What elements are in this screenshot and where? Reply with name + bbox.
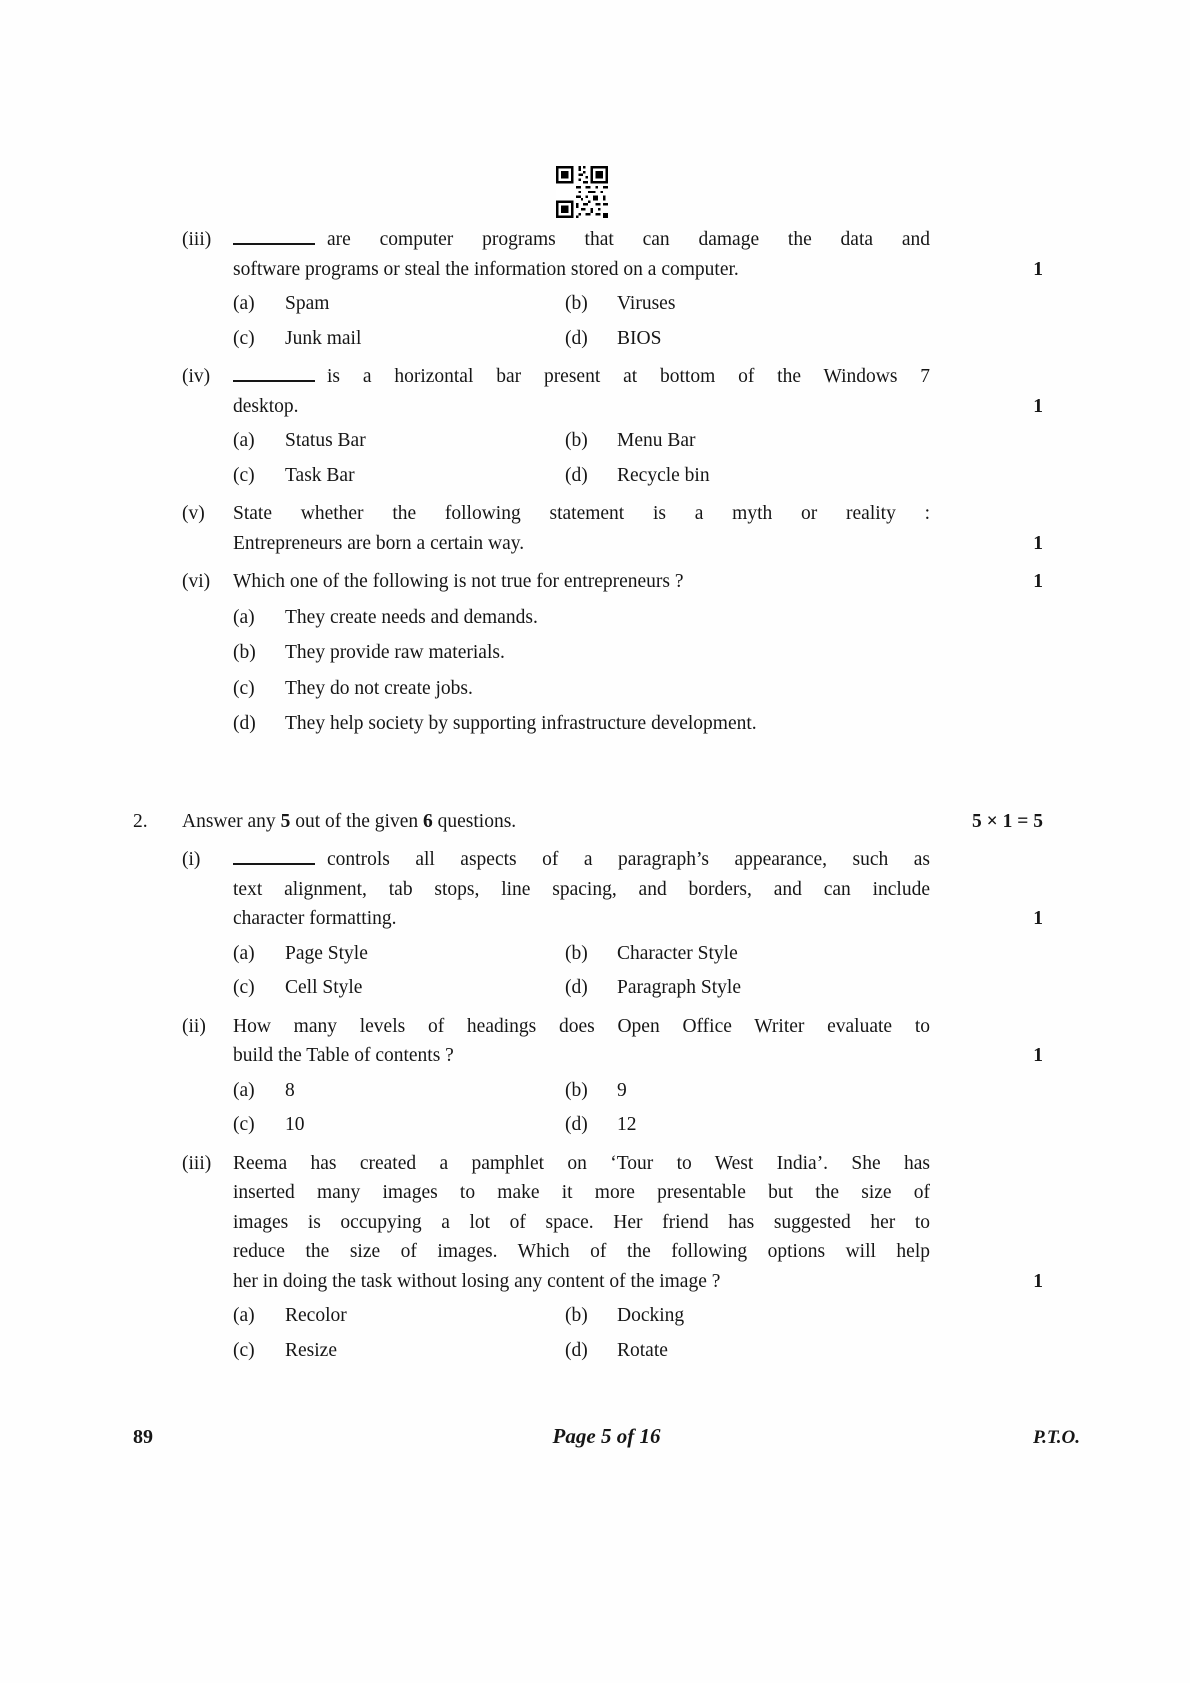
question-line-text: controls all aspects of a paragraph’s appearance, such as bbox=[327, 849, 930, 870]
option-label: (d) bbox=[565, 977, 588, 998]
question-2-iii bbox=[133, 1149, 1057, 1297]
option-text: Cell Style bbox=[285, 977, 363, 998]
marks-value: 1 bbox=[1033, 571, 1043, 592]
question-2-header bbox=[133, 807, 1057, 837]
option-text: Character Style bbox=[617, 942, 738, 964]
option-b bbox=[565, 1076, 930, 1106]
question-2-instruction bbox=[182, 807, 930, 837]
option-text: They provide raw materials. bbox=[285, 642, 505, 663]
instruction-part: out of the given bbox=[290, 810, 423, 832]
question-line: Reema has created a pamphlet on ‘Tour to West India’. She has bbox=[233, 1152, 930, 1174]
question-1-v bbox=[133, 499, 1057, 558]
subquestion-label: (i) bbox=[182, 849, 201, 870]
option-d bbox=[233, 709, 930, 739]
option-label: (c) bbox=[233, 327, 255, 349]
option-label: (d) bbox=[565, 1339, 588, 1361]
marks-value: 1 bbox=[1033, 258, 1043, 280]
question-text bbox=[233, 567, 930, 597]
question-text bbox=[233, 1149, 930, 1297]
option-c bbox=[233, 324, 565, 354]
option-text: 8 bbox=[285, 1079, 295, 1101]
option-c bbox=[233, 674, 930, 704]
option-label: (b) bbox=[565, 1079, 588, 1101]
option-text: Paragraph Style bbox=[617, 977, 742, 998]
pto-label: P.T.O. bbox=[1033, 1427, 1080, 1448]
question-line: Entrepreneurs are born a certain way. bbox=[233, 532, 525, 554]
option-text: They do not create jobs. bbox=[285, 677, 473, 699]
instruction-count: 6 bbox=[423, 810, 433, 832]
marks-value: 1 bbox=[1033, 1045, 1043, 1066]
marks-value: 1 bbox=[1033, 532, 1043, 554]
question-2-ii bbox=[133, 1012, 1057, 1071]
instruction-part: questions. bbox=[432, 810, 517, 832]
option-a bbox=[233, 1076, 565, 1106]
option-text: Rotate bbox=[617, 1339, 668, 1361]
options-row bbox=[233, 973, 930, 1003]
question-text bbox=[233, 1012, 930, 1071]
question-2-number: 2. bbox=[133, 810, 148, 832]
option-label: (b) bbox=[565, 293, 588, 314]
option-label: (b) bbox=[233, 642, 256, 663]
option-label: (b) bbox=[565, 430, 588, 451]
option-d bbox=[565, 973, 930, 1003]
option-label: (c) bbox=[233, 1114, 255, 1135]
options-row bbox=[233, 461, 930, 491]
option-label: (d) bbox=[565, 464, 588, 486]
option-label: (d) bbox=[565, 1114, 588, 1135]
question-text bbox=[233, 225, 930, 284]
question-line: reduce the size of images. Which of the following options will help bbox=[233, 1241, 930, 1262]
subquestion-label: (iii) bbox=[182, 229, 212, 250]
option-b bbox=[565, 426, 930, 456]
paper-code: 89 bbox=[133, 1426, 153, 1448]
option-label: (c) bbox=[233, 677, 255, 699]
option-text: Task Bar bbox=[285, 464, 355, 486]
option-b bbox=[565, 939, 930, 969]
option-a bbox=[233, 603, 930, 633]
option-label: (a) bbox=[233, 1079, 255, 1101]
question-line: software programs or steal the information stored on a computer. bbox=[233, 258, 739, 280]
options-row bbox=[233, 426, 930, 456]
fill-in-blank bbox=[233, 861, 315, 865]
options-row bbox=[233, 324, 930, 354]
subquestion-label: (iv) bbox=[182, 366, 211, 387]
question-line: text alignment, tab stops, line spacing, and borders, and can include bbox=[233, 878, 930, 900]
option-d bbox=[565, 1336, 930, 1366]
instruction-part: Answer any bbox=[182, 810, 281, 832]
question-line: build the Table of contents ? bbox=[233, 1045, 454, 1066]
option-text: Spam bbox=[285, 293, 330, 314]
option-a bbox=[233, 939, 565, 969]
question-1-iii bbox=[133, 225, 1057, 284]
question-text bbox=[233, 499, 930, 558]
marks-value: 1 bbox=[1033, 395, 1043, 417]
option-text: Docking bbox=[617, 1305, 685, 1326]
option-text: Junk mail bbox=[285, 327, 362, 349]
option-d bbox=[565, 461, 930, 491]
question-line: desktop. bbox=[233, 395, 299, 417]
subquestion-label: (iii) bbox=[182, 1152, 212, 1174]
option-text: Recolor bbox=[285, 1305, 347, 1326]
marks-scheme: 5 × 1 = 5 bbox=[972, 810, 1043, 832]
option-label: (d) bbox=[233, 713, 256, 734]
marks-value: 1 bbox=[1033, 908, 1043, 929]
question-line: Which one of the following is not true for entrepreneurs ? bbox=[233, 571, 684, 592]
option-b bbox=[233, 638, 930, 668]
question-line: State whether the following statement is a myth or reality : bbox=[233, 503, 930, 524]
option-c bbox=[233, 1336, 565, 1366]
option-label: (b) bbox=[565, 1305, 588, 1326]
option-c bbox=[233, 973, 565, 1003]
option-label: (d) bbox=[565, 327, 588, 349]
option-label: (a) bbox=[233, 293, 255, 314]
option-text: 9 bbox=[617, 1079, 627, 1101]
option-c bbox=[233, 461, 565, 491]
options-list bbox=[133, 603, 1057, 739]
option-text: Viruses bbox=[617, 293, 676, 314]
question-line: her in doing the task without losing any content of the image ? bbox=[233, 1270, 721, 1292]
subquestion-label: (v) bbox=[182, 503, 205, 524]
page-content bbox=[133, 166, 1057, 1365]
qr-code bbox=[556, 166, 608, 218]
option-text: They create needs and demands. bbox=[285, 606, 538, 628]
option-b bbox=[565, 1301, 930, 1331]
option-d bbox=[565, 1110, 930, 1140]
option-b bbox=[565, 289, 930, 319]
options-row bbox=[233, 289, 930, 319]
fill-in-blank bbox=[233, 241, 315, 245]
option-text: 12 bbox=[617, 1114, 637, 1135]
option-a bbox=[233, 289, 565, 319]
page-footer bbox=[133, 1422, 1080, 1453]
option-label: (a) bbox=[233, 606, 255, 628]
qr-code-container bbox=[233, 166, 930, 218]
option-label: (a) bbox=[233, 430, 255, 451]
options-row bbox=[233, 1110, 930, 1140]
question-1-iv bbox=[133, 362, 1057, 421]
question-line bbox=[233, 362, 930, 392]
option-text: Menu Bar bbox=[617, 430, 696, 451]
page-number: Page 5 of 16 bbox=[552, 1424, 661, 1448]
option-a bbox=[233, 1301, 565, 1331]
option-label: (c) bbox=[233, 977, 255, 998]
option-label: (c) bbox=[233, 464, 255, 486]
option-text: Recycle bin bbox=[617, 464, 710, 486]
option-label: (b) bbox=[565, 942, 588, 964]
subquestion-label: (ii) bbox=[182, 1015, 206, 1037]
option-label: (a) bbox=[233, 1305, 255, 1326]
option-text: Status Bar bbox=[285, 430, 366, 451]
option-text: Resize bbox=[285, 1339, 337, 1361]
question-text bbox=[233, 362, 930, 421]
options-row bbox=[233, 1301, 930, 1331]
option-text: 10 bbox=[285, 1114, 305, 1135]
option-d bbox=[565, 324, 930, 354]
question-line: images is occupying a lot of space. Her friend has suggested her to bbox=[233, 1211, 930, 1233]
question-1-vi bbox=[133, 567, 1057, 597]
question-line: How many levels of headings does Open Office Writer evaluate to bbox=[233, 1015, 930, 1037]
marks-value: 1 bbox=[1033, 1270, 1043, 1292]
question-line: character formatting. bbox=[233, 908, 397, 929]
option-c bbox=[233, 1110, 565, 1140]
option-text: They help society by supporting infrastructure development. bbox=[285, 713, 757, 734]
options-row bbox=[233, 1336, 930, 1366]
options-row bbox=[233, 939, 930, 969]
options-row bbox=[233, 1076, 930, 1106]
fill-in-blank bbox=[233, 378, 315, 382]
option-text: BIOS bbox=[617, 327, 662, 349]
question-line-text: is a horizontal bar present at bottom of the Windows 7 bbox=[327, 366, 930, 387]
question-line bbox=[233, 225, 930, 255]
question-line bbox=[233, 845, 930, 875]
option-a bbox=[233, 426, 565, 456]
question-line-text: are computer programs that can damage the data and bbox=[327, 229, 930, 250]
instruction-count: 5 bbox=[280, 810, 291, 832]
question-2-i bbox=[133, 845, 1057, 934]
question-text bbox=[233, 845, 930, 934]
question-line: inserted many images to make it more presentable but the size of bbox=[233, 1182, 930, 1203]
option-label: (a) bbox=[233, 942, 255, 964]
option-text: Page Style bbox=[285, 942, 368, 964]
subquestion-label: (vi) bbox=[182, 571, 211, 592]
option-label: (c) bbox=[233, 1339, 255, 1361]
